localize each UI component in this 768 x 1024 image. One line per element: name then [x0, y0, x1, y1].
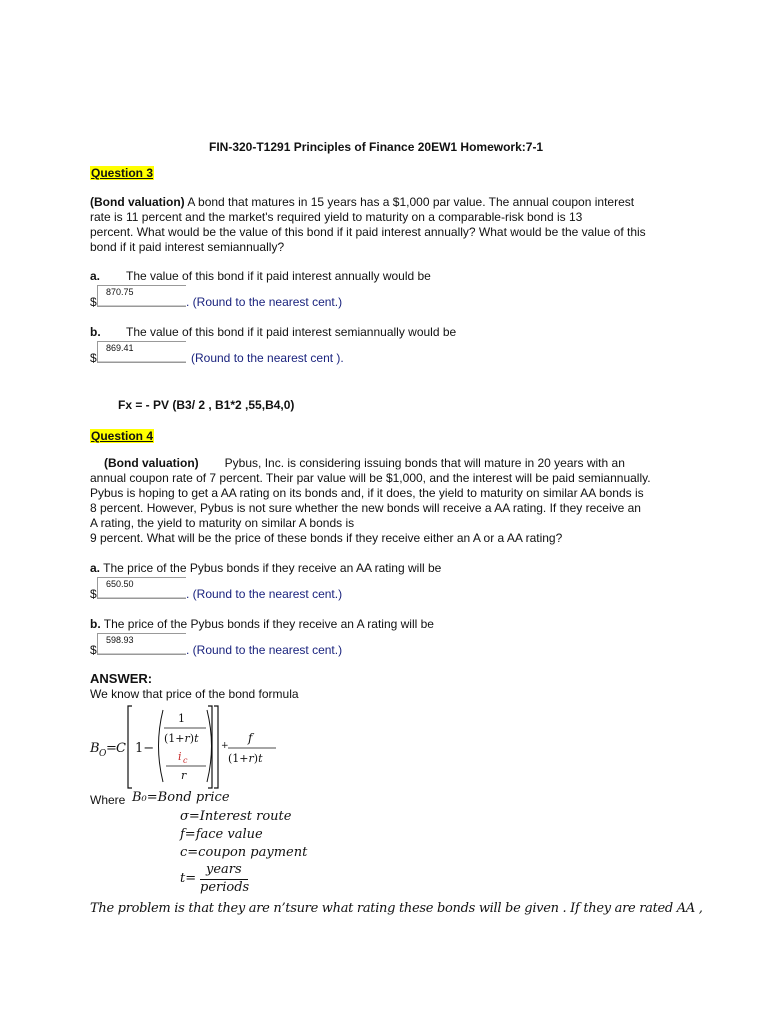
q3-part-b-text: The value of this bond if it paid interest semiannually would be	[126, 325, 457, 339]
bond-price-formula	[88, 704, 288, 792]
q3-intro-line-3: percent. What would be the value of this bond if it paid interest annually? What would be the value of this	[90, 225, 646, 239]
q3-b-round-note: (Round to the nearest cent ).	[191, 351, 344, 365]
q3-part-a	[90, 269, 100, 283]
q4-part-a-text: The price of the Pybus bonds if they receive an AA rating will be	[103, 561, 442, 575]
svg-text:O: O	[99, 749, 107, 759]
document-title: FIN-320-T1291 Principles of Finance 20EW1 Homework:7-1	[209, 140, 544, 154]
question-4-label: Question 4	[91, 429, 154, 443]
svg-text:=: =	[106, 741, 117, 756]
svg-text:+: +	[221, 741, 229, 751]
q4-part-a-label: a.	[90, 561, 101, 575]
q4-part-b	[90, 617, 434, 631]
def-bond-price: B₀=Bond price	[132, 790, 230, 805]
q3-part-b-label: b.	[90, 325, 101, 339]
svg-text:B: B	[90, 741, 100, 756]
q4-a-answer-field[interactable]	[97, 577, 186, 599]
svg-text:c: c	[183, 756, 188, 765]
q4-topic: (Bond valuation)	[104, 456, 199, 470]
q4-intro-line-5: A rating, the yield to maturity on similar A bonds is	[90, 516, 355, 530]
q4-intro-line-3: Pybus is hoping to get a AA rating on its bonds and, if it does, the yield to maturity on similar AA bonds is	[90, 486, 644, 500]
where-label: Where	[90, 793, 126, 807]
q4-a-currency: $	[90, 587, 97, 601]
q4-a-answer-value: 650.50	[106, 579, 134, 589]
q3-b-currency: $	[90, 351, 97, 365]
q4-b-answer-field[interactable]	[97, 633, 186, 655]
t-denominator: periods	[200, 880, 250, 895]
q4-b-round-note: . (Round to the nearest cent.)	[186, 643, 343, 657]
question-3-label: Question 3	[91, 166, 154, 180]
answer-intro: We know that price of the bond formula	[90, 687, 299, 701]
svg-text:1: 1	[178, 712, 185, 725]
q3-b-answer-value: 869.41	[106, 343, 134, 353]
closing-statement: The problem is that they are n’tsure what rating these bonds will be given . If they are rated AA ,	[90, 901, 703, 916]
q3-part-a-label: a.	[90, 269, 101, 283]
q4-b-currency: $	[90, 643, 97, 657]
q4-intro-first: Pybus, Inc. is considering issuing bonds that will mature in 20 years with an	[224, 456, 625, 470]
def-interest-route: σ=Interest route	[180, 809, 292, 824]
q3-a-answer-field[interactable]	[97, 285, 186, 307]
q3-part-a-text: The value of this bond if it paid interest annually would be	[126, 269, 431, 283]
t-numerator: years	[206, 862, 242, 877]
t-lhs: t=	[180, 871, 197, 886]
svg-text:(1+r)t: (1+r)t	[228, 752, 263, 765]
q3-intro-line-2: rate is 11 percent and the market's required yield to maturity on a comparable-risk bond is 13	[90, 210, 583, 224]
svg-text:i: i	[178, 750, 182, 763]
svg-text:(1+r)t: (1+r)t	[164, 732, 199, 745]
q3-part-b	[90, 325, 101, 339]
answer-heading: ANSWER:	[90, 671, 153, 686]
excel-formula: Fx = - PV (B3/ 2 , B1*2 ,55,B4,0)	[118, 398, 295, 412]
q3-topic: (Bond valuation)	[90, 195, 185, 209]
q4-a-round-note: . (Round to the nearest cent.)	[186, 587, 343, 601]
q4-part-b-label: b.	[90, 617, 101, 631]
svg-text:f: f	[248, 731, 253, 745]
q3-a-round-note: . (Round to the nearest cent.)	[186, 295, 343, 309]
q3-intro-line-4: bond if it paid interest semiannually?	[90, 240, 285, 254]
q3-b-answer-field[interactable]	[97, 341, 186, 363]
def-face-value: f=face value	[180, 827, 263, 842]
def-coupon-payment: c=coupon payment	[180, 845, 308, 860]
svg-text:1−: 1−	[135, 741, 155, 756]
q4-intro-line-4: 8 percent. However, Pybus is not sure whether the new bonds will receive a AA rating. If they receive an	[90, 501, 641, 515]
svg-text:r: r	[181, 769, 187, 782]
svg-text:C: C	[116, 741, 126, 756]
q4-part-b-text: The price of the Pybus bonds if they receive an A rating will be	[103, 617, 434, 631]
q3-intro-line-1: A bond that matures in 15 years has a $1,000 par value. The annual coupon interest	[187, 195, 635, 209]
q4-part-a	[90, 561, 441, 575]
q3-a-answer-value: 870.75	[106, 287, 134, 297]
question-4-prompt	[90, 456, 678, 546]
question-3-prompt	[90, 195, 678, 255]
q4-b-answer-value: 598.93	[106, 635, 134, 645]
q3-a-currency: $	[90, 295, 97, 309]
q4-intro-line-6: 9 percent. What will be the price of these bonds if they receive either an A or a AA rating?	[90, 531, 563, 545]
q4-intro-line-2: annual coupon rate of 7 percent. Their par value will be $1,000, and the interest will be paid semiannually.	[90, 471, 651, 485]
